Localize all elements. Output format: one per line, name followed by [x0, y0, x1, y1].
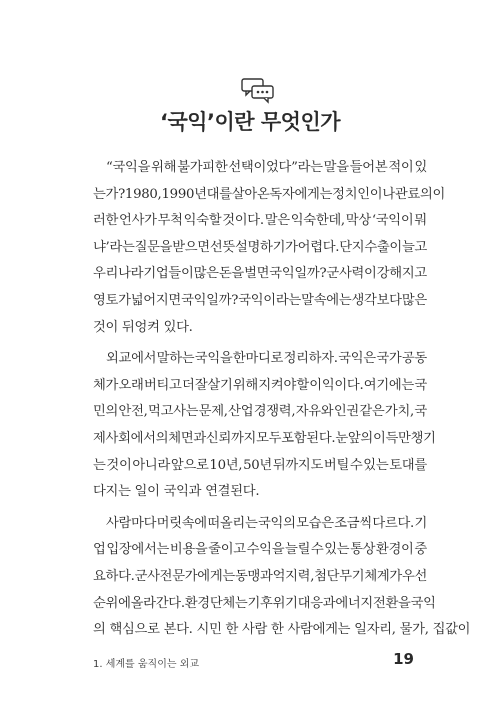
text-line: 사람마다 머릿속에 떠올리는 국익의 모습은 조금씩 다르다. 기 — [106, 515, 427, 531]
text-line: 제사회에서의 체면과 신뢰까지 모두 포함된다. 눈앞의 이득만 챙기 — [93, 430, 436, 446]
body-text — [93, 155, 471, 644]
text-line: 영토가 넓어지면 국익일까? 국익이라는 말 속에는 생각보다 많은 — [93, 292, 427, 308]
text-line: 의 핵심으로 본다. 시민 한 사람 한 사람에게는 일자리, 물가, 집값이 — [93, 622, 471, 638]
text-line: “국익을 위해 불가피한 선택이었다”라는 말을 들어본 적이 있 — [106, 160, 427, 175]
speech-bubbles-icon — [241, 78, 275, 104]
running-footer-chapter: 1. 세계를 움직이는 외교 — [93, 659, 200, 670]
text-line: 는가? 1980, 1990년대를 살아온 독자에게는 정치인이나 관료의 이 — [93, 186, 446, 202]
text-line: 순위에 올라간다. 환경단체는 기후 위기 대응과 에너지 전환을 국익 — [93, 595, 436, 611]
page-number: 19 — [393, 650, 414, 668]
text-line: 다지는 일이 국익과 연결된다. — [93, 484, 260, 500]
text-line: 민의 안전, 먹고사는 문제, 산업 경쟁력, 자유와 인권 같은 가치, 국 — [93, 404, 427, 420]
text-line: 우리나라 기업들이 많은 돈을 벌면 국익일까? 군사력이 강해지고 — [93, 266, 427, 282]
text-line: 것이 뒤엉켜 있다. — [93, 319, 193, 335]
section-title: ‘국익’이란 무엇인가 — [159, 110, 341, 134]
text-line: 업 입장에서는 비용을 줄이고 수익을 늘릴 수 있는 통상 환경이 중 — [93, 542, 427, 558]
text-line: 체가 오래 버티고 더 잘살기 위해 지켜야 할 이익이다. 여기에는 국 — [93, 377, 427, 393]
text-line: 요하다. 군사 전문가에게는 동맹과 억지력, 첨단 무기 체계가 우선 — [93, 568, 428, 584]
text-line: 외교에서 말하는 국익을 한마디로 정리하자. 국익은 국가 공동 — [106, 351, 427, 367]
text-line: 러한 언사가 무척 익숙할 것이다. 말은 익숙한데, 막상 ‘국익이 뭐 — [93, 213, 427, 229]
text-line: 냐’라는 질문을 받으면 선뜻 설명하기가 어렵다. 단지 수출이 늘고 — [93, 239, 428, 255]
text-line: 는 것이 아니라 앞으로 10년, 50년 뒤까지도 버틸 수 있는 토대를 — [93, 457, 427, 473]
